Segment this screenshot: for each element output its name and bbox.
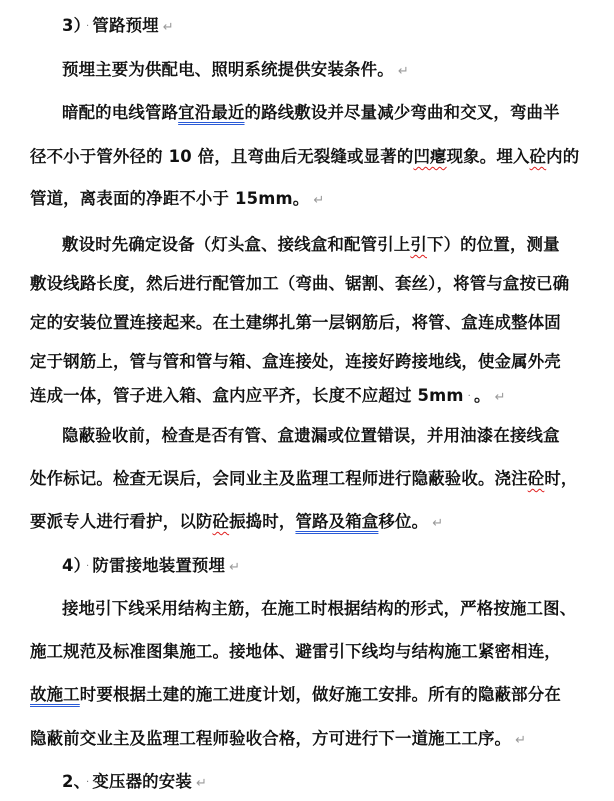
- heading-title: 防雷接地装置预埋: [92, 556, 226, 575]
- heading-number: 2、: [62, 772, 82, 791]
- section-heading-4[interactable]: [62, 555, 240, 579]
- paragraph-line[interactable]: [30, 728, 526, 752]
- paragraph-line[interactable]: [62, 425, 560, 447]
- paragraph-mark-icon: ↵: [432, 516, 444, 531]
- spelling-flagged-text[interactable]: 砼: [527, 469, 545, 488]
- heading-title: 变压器的安装: [92, 772, 192, 791]
- paragraph-line[interactable]: [62, 59, 409, 83]
- paragraph-mark-icon: ↵: [515, 733, 527, 748]
- text-run: 定的安装位置连接起来。在土建绑扎第一层钢筋后，将管、盒连成整体固: [30, 313, 561, 332]
- paragraph-mark-icon: ↵: [195, 776, 208, 791]
- text-run: 敷设时先确定设备（灯头盒、接线盒和配管引上: [62, 235, 411, 254]
- text-run: 暗配的电线管路: [62, 103, 179, 122]
- spelling-flagged-text[interactable]: 引: [410, 235, 427, 254]
- paragraph-mark-icon: ↵: [397, 64, 409, 79]
- space-mark: ·: [86, 776, 90, 788]
- paragraph-line[interactable]: [30, 385, 506, 409]
- paragraph-line[interactable]: [30, 684, 561, 706]
- paragraph-line[interactable]: [30, 351, 561, 373]
- text-run: 。: [474, 386, 491, 405]
- heading-number: 4）: [62, 556, 82, 575]
- space-mark: ·: [86, 560, 90, 572]
- paragraph-line[interactable]: [62, 598, 576, 620]
- text-run: 时，: [544, 469, 578, 488]
- paragraph-line[interactable]: [30, 188, 324, 212]
- text-run: 内的: [546, 147, 580, 166]
- text-run: 时要根据土建的施工进度计划，做好施工安排。所有的隐蔽部分在: [79, 685, 561, 704]
- paragraph-mark-icon: ↵: [162, 20, 174, 35]
- text-run: 施工规范及标准图集施工。接地体、避雷引下线均与结构施工紧密相连，: [30, 642, 561, 661]
- paragraph-line[interactable]: [30, 511, 443, 535]
- text-run: 定于钢筋上，管与管和管与箱、盒连接处，连接好跨接地线，使金属外壳: [30, 352, 561, 371]
- spelling-flagged-text[interactable]: 砼: [529, 147, 547, 166]
- text-run: 隐蔽前交业主及监理工程师验收合格，方可进行下一道施工工序。: [30, 729, 512, 748]
- text-run: 振捣时，: [229, 512, 296, 531]
- text-run: 的路线敷设并尽量减少弯曲和交叉，弯曲半: [244, 103, 560, 122]
- text-run: 下）的位置，测量: [427, 235, 560, 254]
- text-run: 连成一体，管子进入箱、盒内应平齐，长度不应超过 5mm: [30, 386, 464, 405]
- grammar-flagged-text[interactable]: 故施工: [30, 685, 80, 704]
- text-run: 径不小于管外径的 10 倍，且弯曲后无裂缝或显著的: [30, 147, 414, 166]
- text-run: 敷设线路长度，然后进行配管加工（弯曲、锯割、套丝），将管与盒按已确: [30, 274, 570, 293]
- text-run: 接地引下线采用结构主筋，在施工时根据结构的形式，严格按施工图、: [62, 599, 577, 618]
- paragraph-mark-icon: ↵: [313, 193, 325, 208]
- paragraph-mark-icon: ↵: [229, 560, 241, 575]
- grammar-flagged-text[interactable]: 管路及箱盒: [295, 512, 379, 531]
- text-run: 隐蔽验收前，检查是否有管、盒遗漏或位置错误，并用油漆在接线盒: [62, 426, 560, 445]
- text-run: 现象。埋入: [446, 147, 530, 166]
- paragraph-line[interactable]: [62, 234, 560, 256]
- paragraph-line[interactable]: [30, 273, 569, 295]
- text-run: 移位。: [378, 512, 429, 531]
- paragraph-line[interactable]: [30, 312, 561, 334]
- paragraph-line[interactable]: [62, 102, 560, 124]
- heading-number: 3）: [62, 16, 82, 35]
- space-mark: ·: [467, 390, 472, 402]
- text-run: 处作标记。检查无误后，会同业主及监理工程师进行隐蔽验收。浇注: [30, 469, 528, 488]
- grammar-flagged-text[interactable]: 宜沿最近: [178, 103, 245, 122]
- paragraph-mark-icon: ↵: [494, 390, 506, 405]
- text-run: 管道，离表面的净距不小于 15mm。: [30, 189, 310, 208]
- paragraph-line[interactable]: [30, 641, 561, 663]
- heading-title: 管路预埋: [92, 16, 159, 35]
- section-heading-3[interactable]: [62, 15, 174, 39]
- paragraph-line[interactable]: [30, 468, 578, 490]
- text-run: 预埋主要为供配电、照明系统提供安装条件。: [62, 60, 394, 79]
- spelling-flagged-text[interactable]: 凹瘪: [413, 147, 447, 166]
- spelling-flagged-text[interactable]: 砼: [212, 512, 230, 531]
- space-mark: ·: [86, 20, 90, 32]
- text-run: 要派专人进行看护，以防: [30, 512, 213, 531]
- section-heading-2[interactable]: [62, 771, 207, 795]
- paragraph-line[interactable]: [30, 146, 579, 168]
